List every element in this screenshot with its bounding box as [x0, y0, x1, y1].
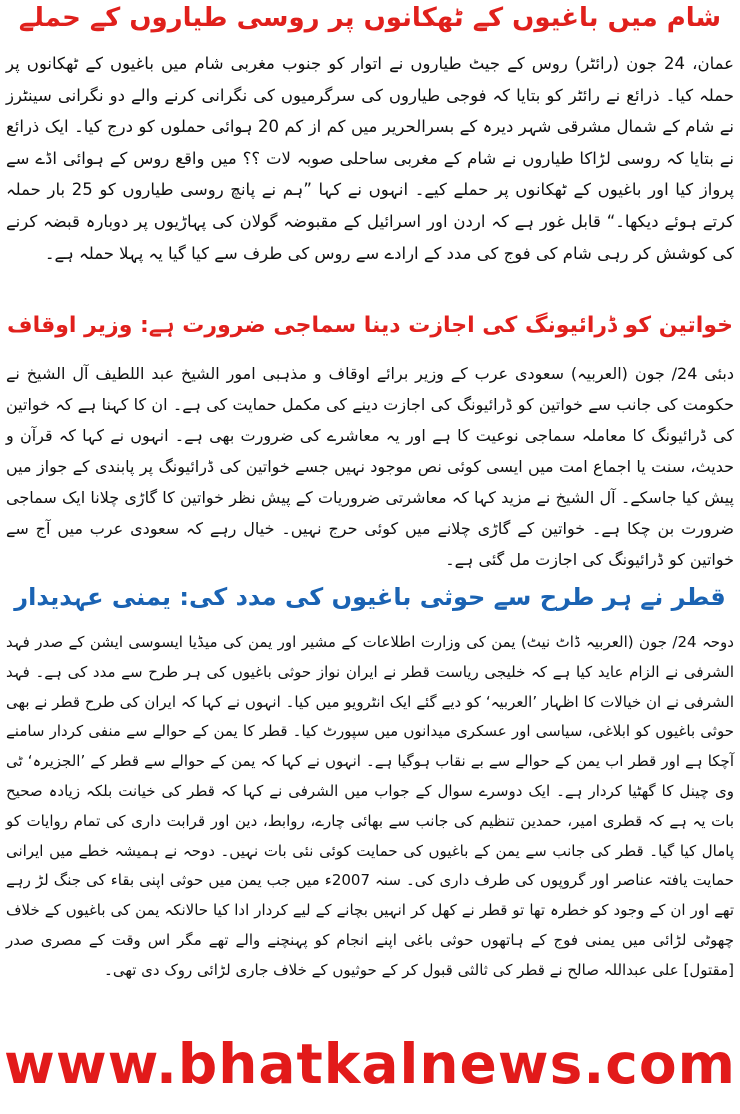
article-headline: شام میں باغیوں کے ٹھکانوں پر روسی طیاروں کے حملے — [18, 3, 722, 33]
article-body: دوحہ 24/ جون (العربیہ ڈاٹ نیٹ) یمن کی وزارت اطلاعات کے مشیر اور یمن کی میڈیا ایسوسی ایشن کے صدر فہد الشرفی نے الزام عاید کیا ہے کہ خلیجی ریاست قطر نے ایران نواز حوثی باغیوں کی ہر طرح سے مدد کی ہے۔ فہد الشرفی نے ان خیالات کا اظہار ’العربیہ‘ کو دیے گئے ایک انٹرویو میں کیا۔ انہوں نے کہا کہ ایران کی طرح قطر نے بھی حوثی باغیوں کو ابلاغی، سیاسی اور عسکری میدانوں میں سپورٹ کیا۔ قطر کا یمن کے حوالے سے منفی کردار سامنے آچکا ہے اور قطر اب یمن کے حوالے سے بے نقاب ہوگیا ہے۔ انہوں نے کہا کہ یمن کے حوالے سے قطر کے ’الجزیرہ‘ ٹی وی چینل کا گھٹیا کردار ہے۔ ایک دوسرے سوال کے جواب میں الشرفی نے کہا کہ قطر کی خیانت بلکہ زیادہ صحیح بات یہ ہے کہ قطری امیر، حمدین تنظیم کی جانب سے بھائی چارے، روابط، دین اور قرابت داری کی تمام روایات کو پامال کیا گیا۔ قطر کی جانب سے یمن کے باغیوں کی حمایت کوئی نئی بات نہیں۔ دوحہ نے ہمیشہ خطے میں ایرانی حمایت یافتہ عناصر اور گروپوں کی طرف داری کی۔ سنہ 2007ء میں جب یمن میں حوثی اپنی بقاء کی جنگ لڑ رہے تھے اور ان کے وجود کو خطرہ تھا تو قطر نے کھل کر انہیں بچانے کے لیے کردار ادا کیا حالانکہ یمن کی باغیوں کے خلاف چھوٹی لڑائی میں یمنی فوج کے ہاتھوں حوثی باغی اپنے انجام کو پہنچنے والے تھے مگر اس وقت کے مصری صدر [مقتول] علی عبداللہ صالح نے قطر کی ثالثی قبول کر کے حوثیوں کے خلاف جاری لڑائی روک دی تھی۔ — [6, 633, 734, 979]
article-qatar-houthi — [6, 582, 734, 986]
site-watermark: www.bhatkalnews.com — [4, 1032, 736, 1096]
article-body: دبئی 24/ جون (العربیہ) سعودی عرب کے وزیر برائے اوقاف و مذہبی امور الشیخ عبد اللطیف آل الشیخ نے حکومت کی جانب سے خواتین کو ڈرائیونگ کی اجازت دینے کی مکمل حمایت کی ہے۔ ان کا کہنا ہے کہ خواتین کی ڈرائیونگ کا معاملہ سماجی نوعیت کا ہے اور یہ معاشرے کی ضرورت بھی ہے۔ انہوں نے کہا کہ قرآن و حدیث، سنت یا اجماع امت میں ایسی کوئی نص موجود نہیں جسے خواتین کی ڈرائیونگ پر پابندی کے جواز میں پیش کیا جاسکے۔ آل الشیخ نے مزید کہا کہ معاشرتی ضروریات کے پیش نظر خواتین کا گاڑی چلانا ایک سماجی ضرورت بن چکا ہے۔ خواتین کے گاڑی چلانے میں کوئی حرج نہیں۔ خیال رہے کہ سعودی عرب میں آج سے خواتین کو ڈرائیونگ کی اجازت مل گئی ہے۔ — [6, 364, 735, 569]
article-body: عمان، 24 جون (رائٹر) روس کے جیٹ طیاروں نے اتوار کو جنوب مغربی شام میں باغیوں کے ٹھکانوں پر حملہ کیا۔ ذرائع نے رائٹر کو بتایا کہ فوجی طیاروں کی سرگرمیوں کی نگرانی کرنے والے دو نگرانی سینٹرز نے شام کے شمال مشرقی شہر دیرہ کے بسرالحریر میں کم از کم 20 ہوائی حملوں کو درج کیا۔ ایک ذرائع نے بتایا کہ روسی لڑاکا طیاروں نے شام کے مغربی ساحلی صوبہ لات ؟؟ میں واقع روس کے ہوائی اڈے سے پرواز کیا اور باغیوں کے ٹھکانوں پر حملے کیے۔ انہوں نے کہا ”ہم نے پانچ روسی طیاروں کو 25 بار حملہ کرتے ہوئے دیکھا۔“ قابل غور ہے کہ اردن اور اسرائیل کے مقبوضہ گولان کی پہاڑیوں پر دوبارہ قبضہ کرنے کی کوشش کر رہی شام کی فوج کی مدد کے ارادے سے روس کی طرف سے کیا گیا یہ پہلا حملہ ہے۔ — [6, 54, 735, 263]
article-women-driving — [6, 312, 734, 575]
article-headline: خواتین کو ڈرائیونگ کی اجازت دینا سماجی ضرورت ہے: وزیر اوقاف — [7, 313, 733, 338]
article-russian-airstrikes — [6, 2, 734, 269]
article-headline: قطر نے ہر طرح سے حوثی باغیوں کی مدد کی: یمنی عہدیدار — [14, 583, 726, 611]
